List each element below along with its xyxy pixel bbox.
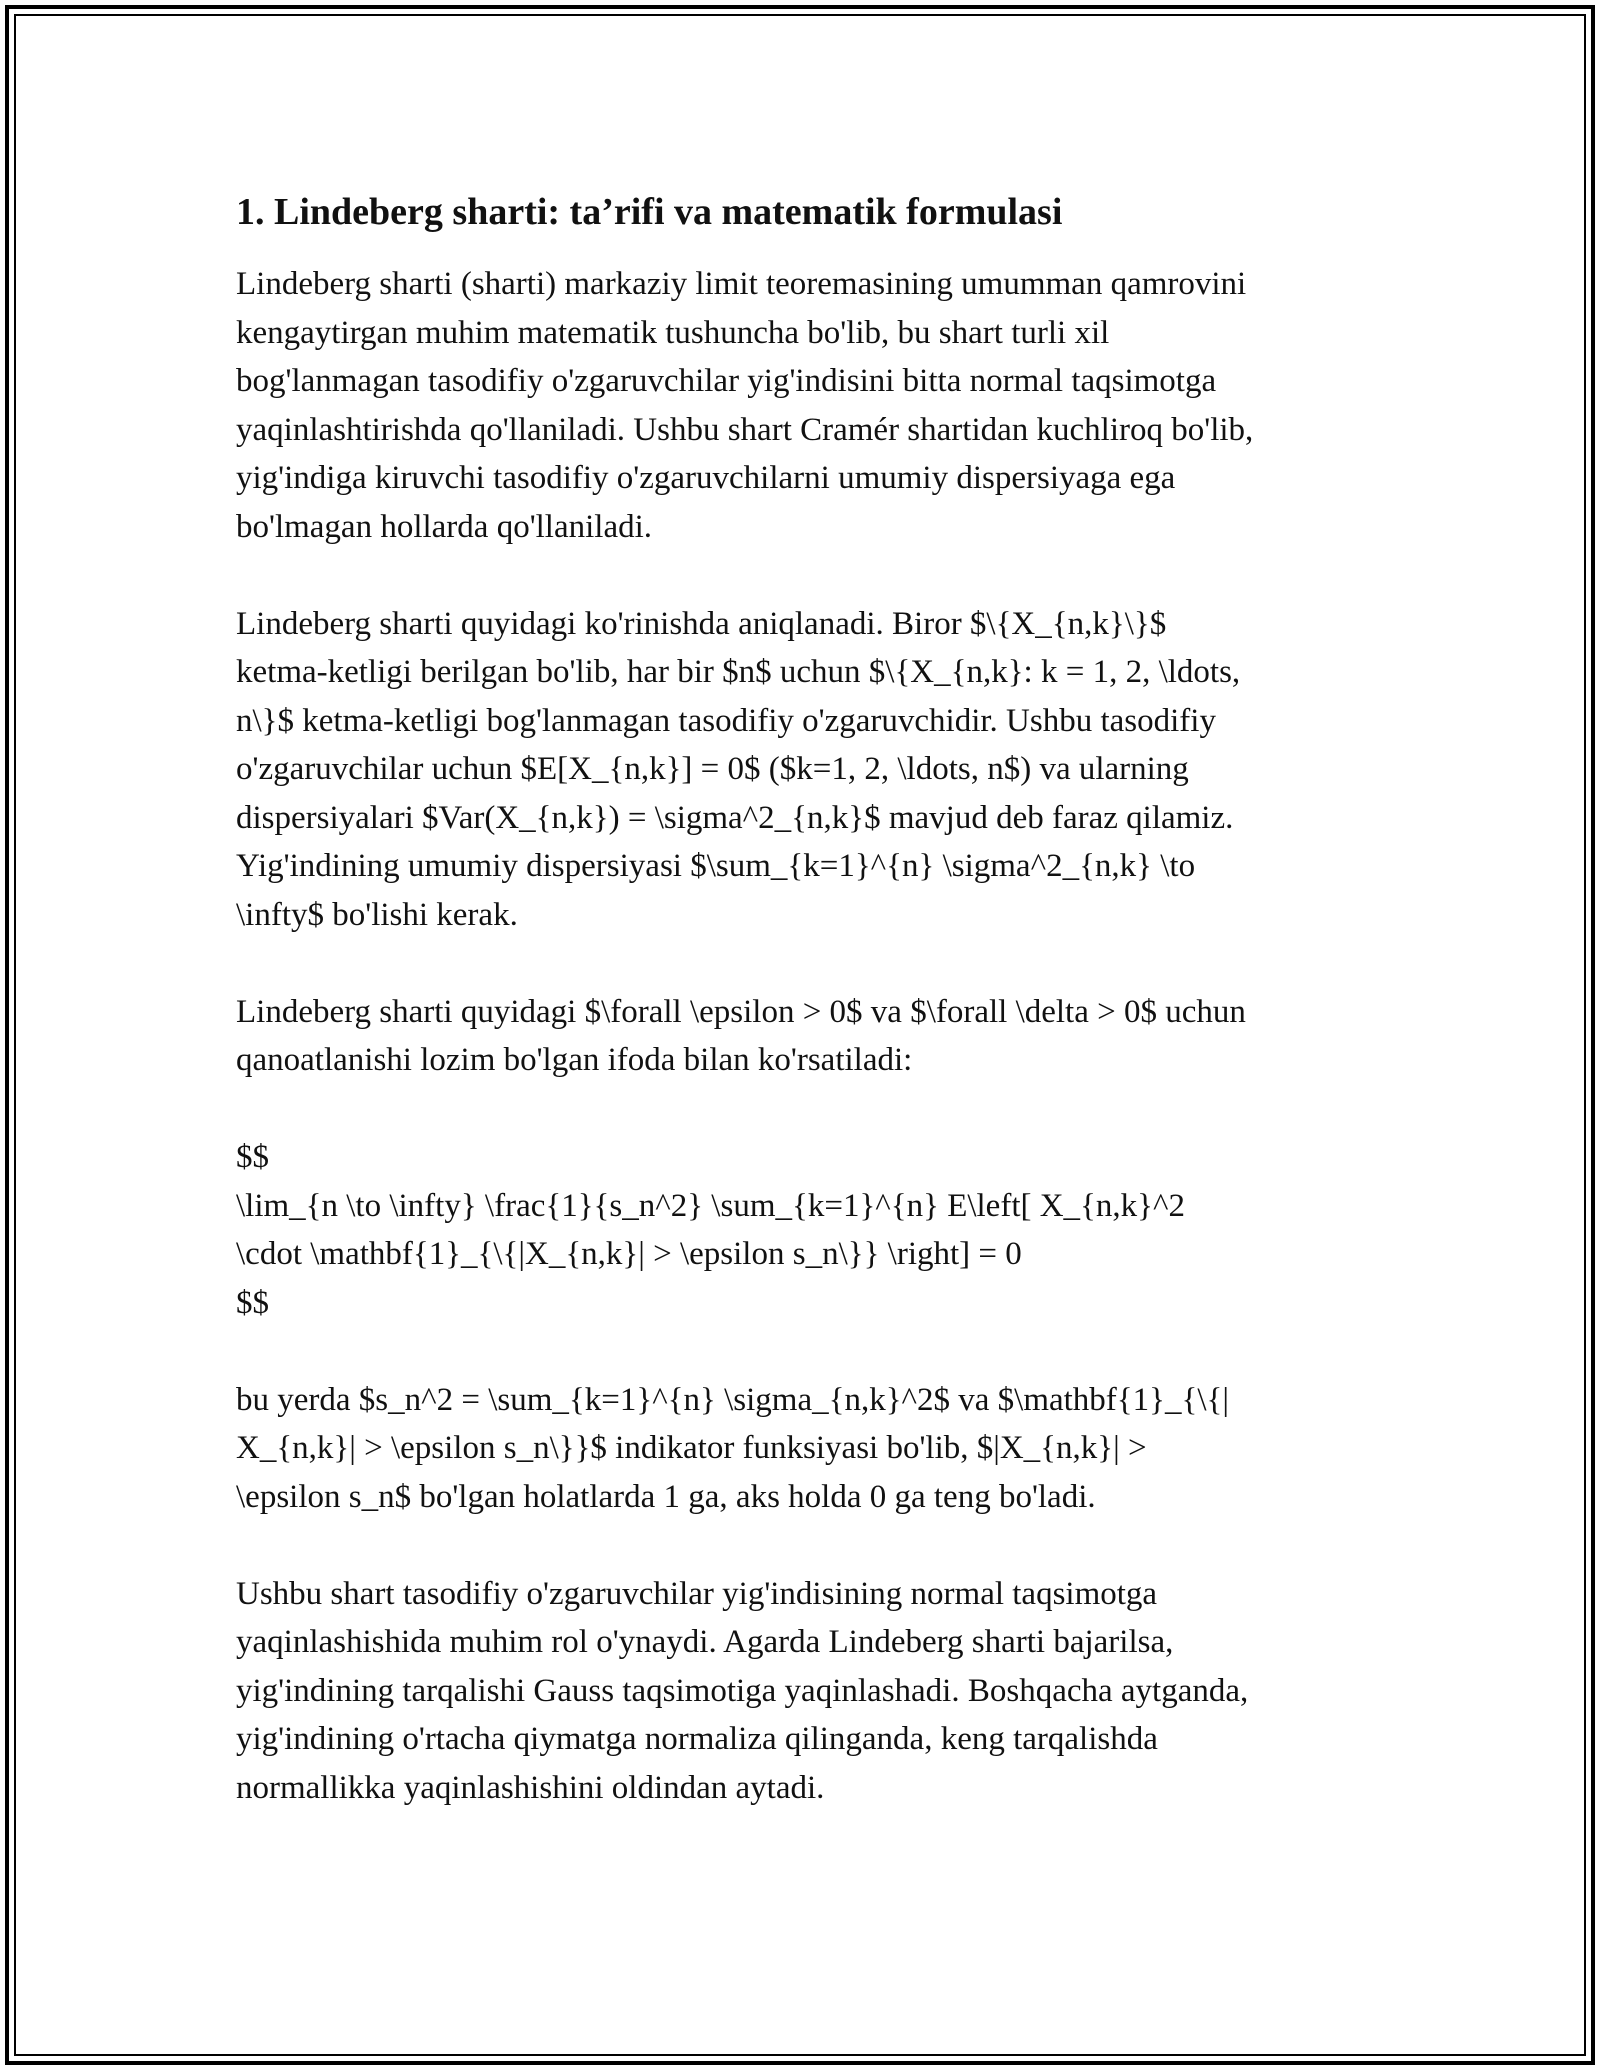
paragraph-conclusion [236, 1570, 1376, 1813]
paragraph-gap [236, 1085, 1376, 1134]
text-line: dispersiyalari $Var(X_{n,k}) = \sigma^2_{n,k}$ mavjud deb faraz qilamiz. [236, 799, 1234, 836]
paragraph-gap [236, 551, 1376, 600]
text-line: Lindeberg sharti (sharti) markaziy limit teoremasining umumman qamrovini [236, 266, 1247, 302]
text-line: ketma-ketligi berilgan bo'lib, har bir $n$ uchun $\{X_{n,k}: k = 1, 2, \ldots, [236, 654, 1241, 690]
formula-line: \cdot \mathbf{1}_{\{|X_{n,k}| > \epsilon s_n\}} \right] = 0 [236, 1236, 1022, 1272]
paragraph-gap [236, 1327, 1376, 1376]
formula-line: \lim_{n \to \infty} \frac{1}{s_n^2} \sum_{k=1}^{n} E\left[ X_{n,k}^2 [236, 1187, 1185, 1224]
text-line: X_{n,k}| > \epsilon s_n\}}$ indikator funksiyasi bo'lib, $|X_{n,k}| > [236, 1430, 1147, 1466]
formula-line: $$ [236, 1284, 269, 1321]
text-line: Lindeberg sharti quyidagi ko'rinishda aniqlanadi. Biror $\{X_{n,k}\}$ [236, 605, 1167, 642]
paragraph-intro [236, 260, 1376, 551]
paragraph-gap [236, 939, 1376, 988]
text-line: yaqinlashtirishda qo'llaniladi. Ushbu shart Cramér shartidan kuchliroq bo'lib, [236, 411, 1254, 448]
text-line: yig'indining tarqalishi Gauss taqsimotiga yaqinlashadi. Boshqacha aytganda, [236, 1672, 1249, 1709]
text-line: bu yerda $s_n^2 = \sum_{k=1}^{n} \sigma_{n,k}^2$ va $\mathbf{1}_{\{| [236, 1381, 1229, 1418]
formula-block [236, 1133, 1376, 1327]
document-body [236, 186, 1376, 1812]
text-line: Ushbu shart tasodifiy o'zgaruvchilar yig'indisining normal taqsimotga [236, 1575, 1158, 1612]
text-line: yig'indining o'rtacha qiymatga normaliza qilinganda, keng tarqalishda [236, 1721, 1158, 1757]
text-line: \infty$ bo'lishi kerak. [236, 896, 518, 933]
text-line: bo'lmagan hollarda qo'llaniladi. [236, 508, 653, 545]
text-line: yaqinlashishida muhim rol o'ynaydi. Agarda Lindeberg sharti bajarilsa, [236, 1624, 1174, 1660]
formula-line: $$ [236, 1139, 269, 1175]
paragraph-gap [236, 1521, 1376, 1570]
text-line: Lindeberg sharti quyidagi $\forall \epsilon > 0$ va $\forall \delta > 0$ uchun [236, 993, 1246, 1030]
text-line: \epsilon s_n$ bo'lgan holatlarda 1 ga, aks holda 0 ga teng bo'ladi. [236, 1478, 1096, 1515]
section-heading: 1. Lindeberg sharti: ta’rifi va matematik formulasi [236, 191, 1063, 233]
text-line: yig'indiga kiruvchi tasodifiy o'zgaruvchilarni umumiy dispersiyaga ega [236, 460, 1176, 496]
paragraph-condition-intro [236, 988, 1376, 1085]
paragraph-notation [236, 1376, 1376, 1522]
text-line: normallikka yaqinlashishini oldindan aytadi. [236, 1769, 825, 1806]
text-line: Yig'indining umumiy dispersiyasi $\sum_{k=1}^{n} \sigma^2_{n,k} \to [236, 848, 1196, 884]
text-line: qanoatlanishi lozim bo'lgan ifoda bilan ko'rsatiladi: [236, 1042, 913, 1078]
text-line: o'zgaruvchilar uchun $E[X_{n,k}] = 0$ ($k=1, 2, \ldots, n$) va ularning [236, 751, 1189, 787]
paragraph-definition [236, 600, 1376, 940]
text-line: bog'lanmagan tasodifiy o'zgaruvchilar yig'indisini bitta normal taqsimotga [236, 363, 1217, 399]
text-line: kengaytirgan muhim matematik tushuncha bo'lib, bu shart turli xil [236, 314, 1110, 351]
text-line: n\}$ ketma-ketligi bog'lanmagan tasodifiy o'zgaruvchidir. Ushbu tasodifiy [236, 702, 1216, 739]
